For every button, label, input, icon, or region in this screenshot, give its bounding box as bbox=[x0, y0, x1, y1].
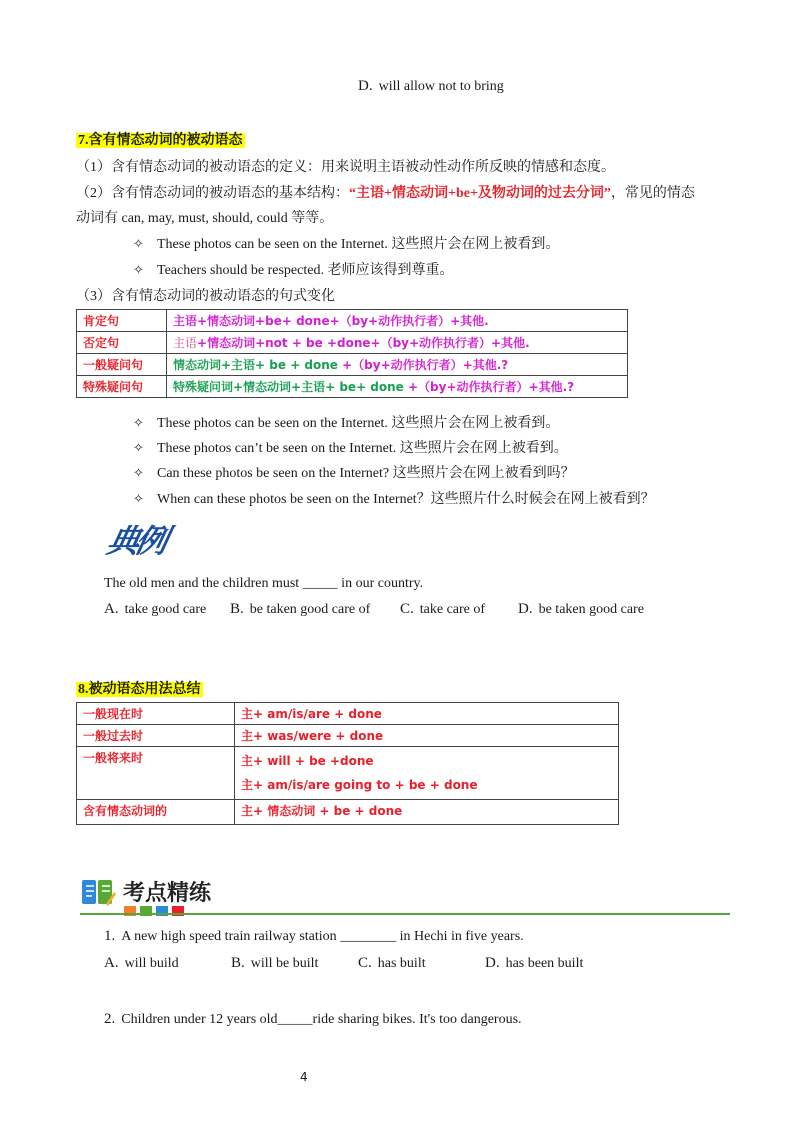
row-label: 肯定句 bbox=[77, 310, 167, 332]
example-sentence-2: ✧ Teachers should be respected. 老师应该得到尊重。 bbox=[133, 262, 454, 278]
q1-option-c: C. has built bbox=[358, 955, 426, 971]
structure-formula: “主语+情态动词+be+及物动词的过去分词” bbox=[349, 186, 611, 201]
q1-option-d: D. has been built bbox=[485, 955, 584, 971]
row-formula: 主语+情态动词+not + be +done+（by+动作执行者）+其他. bbox=[167, 332, 628, 354]
section-divider bbox=[80, 913, 730, 915]
table-row bbox=[77, 310, 628, 332]
tense-label: 含有情态动词的 bbox=[77, 800, 235, 825]
practice-title: 考点精练 bbox=[123, 881, 212, 906]
diamond-bullet-icon: ✧ bbox=[133, 236, 144, 251]
row-label: 否定句 bbox=[77, 332, 167, 354]
definition-paragraph: （1）含有情态动词的被动语态的定义：用来说明主语被动性动作所反映的情感和态度。 bbox=[76, 160, 615, 175]
table-row bbox=[77, 354, 628, 376]
section-8-heading: 8.被动语态用法总结 bbox=[78, 682, 201, 697]
row-formula: 主语+情态动词+be+ done+（by+动作执行者）+其他. bbox=[167, 310, 628, 332]
example-sentence-4: ✧ These photos can’t be seen on the Internet. 这些照片会在网上被看到。 bbox=[133, 440, 568, 456]
example-sentence-1: ✧ These photos can be seen on the Internet. 这些照片会在网上被看到。 bbox=[133, 236, 560, 252]
table-row bbox=[77, 332, 628, 354]
row-label: 一般疑问句 bbox=[77, 354, 167, 376]
example-option-c: C. take care of bbox=[400, 601, 486, 617]
example-question: The old men and the children must _____ in our country. bbox=[104, 576, 424, 591]
option-d-previous: D. will allow not to bring bbox=[358, 78, 504, 94]
practice-question-1: 1. A new high speed train railway station ________ in Hechi in five years. bbox=[104, 928, 524, 944]
row-formula: 特殊疑问词+情态动词+主语+ be+ done +（by+动作执行者）+其他.? bbox=[167, 376, 628, 398]
book-icon bbox=[80, 874, 116, 915]
example-option-b: B. be taken good care of bbox=[230, 601, 371, 617]
q1-option-b: B. will be built bbox=[231, 955, 319, 971]
section-7-heading: 7.含有情态动词的被动语态 bbox=[78, 133, 243, 148]
tense-label: 一般将来时 bbox=[77, 747, 235, 800]
diamond-bullet-icon: ✧ bbox=[133, 465, 144, 480]
diamond-bullet-icon: ✧ bbox=[133, 262, 144, 277]
table-row bbox=[77, 800, 619, 825]
row-formula: 情态动词+主语+ be + done +（by+动作执行者）+其他.? bbox=[167, 354, 628, 376]
page-number: 4 bbox=[300, 1070, 308, 1084]
q1-option-a: A. will build bbox=[104, 955, 179, 971]
table-row bbox=[77, 703, 619, 725]
table-row bbox=[77, 747, 619, 800]
table-row bbox=[77, 725, 619, 747]
modal-passive-table bbox=[76, 309, 628, 398]
diamond-bullet-icon: ✧ bbox=[133, 440, 144, 455]
example-label-icon: 典例 bbox=[103, 522, 168, 560]
row-label: 特殊疑问句 bbox=[77, 376, 167, 398]
practice-question-2: 2. Children under 12 years old_____ride sharing bikes. It's too dangerous. bbox=[104, 1011, 522, 1027]
sentence-variation-title: （3）含有情态动词的被动语态的句式变化 bbox=[76, 289, 335, 304]
tense-formula: 主+ will + be +done 主+ am/is/are going to + be + done bbox=[235, 747, 619, 800]
tense-label: 一般现在时 bbox=[77, 703, 235, 725]
example-sentence-5: ✧ Can these photos be seen on the Internet? 这些照片会在网上被看到吗？ bbox=[133, 465, 575, 481]
tense-formula: 主+ am/is/are + done bbox=[235, 703, 619, 725]
table-row bbox=[77, 376, 628, 398]
example-sentence-3: ✧ These photos can be seen on the Internet. 这些照片会在网上被看到。 bbox=[133, 415, 560, 431]
example-sentence-6: ✧ When can these photos be seen on the Internet？这些照片什么时候会在网上被看到？ bbox=[133, 491, 655, 507]
structure-paragraph: （2）含有情态动词的被动语态的基本结构：“主语+情态动词+be+及物动词的过去分词”，常见的情态 bbox=[76, 186, 695, 201]
tense-formula: 主+ was/were + done bbox=[235, 725, 619, 747]
example-option-a: A. take good care bbox=[104, 601, 207, 617]
tense-formula: 主+ 情态动词 + be + done bbox=[235, 800, 619, 825]
diamond-bullet-icon: ✧ bbox=[133, 491, 144, 506]
passive-summary-table bbox=[76, 702, 619, 825]
structure-paragraph-line2: 动词有 can, may, must, should, could 等等。 bbox=[76, 211, 334, 226]
tense-label: 一般过去时 bbox=[77, 725, 235, 747]
example-option-d: D. be taken good care bbox=[518, 601, 644, 617]
diamond-bullet-icon: ✧ bbox=[133, 415, 144, 430]
